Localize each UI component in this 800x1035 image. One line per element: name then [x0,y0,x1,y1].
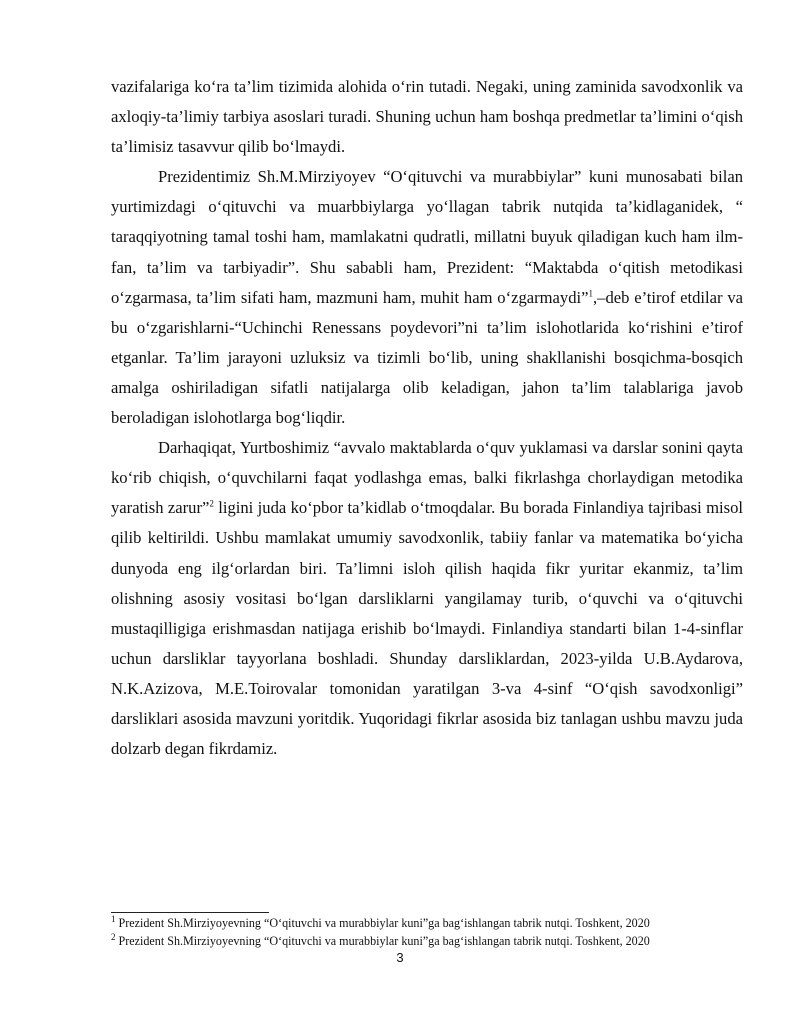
footnote-reference-1: 1 [588,288,593,299]
footnote-reference-2: 2 [209,498,214,509]
footnote-mark: 2 [111,931,116,942]
paragraph-text: ,–deb e’tirof etdilar va bu o‘zgarishlarni-“Uchinchi Renessans poydevori”ni ta’lim islohotlarida ko‘rishini e’tirof etganlar. Ta’lim jarayoni uzluksiz va tizimli bo‘lib, uning shakllanishi bosqichma-bosqich amalga oshiriladigan sifatli natijalarga olib keladigan, jahon ta’lim talablariga javob beroladigan islohotlarga bog‘liqdir. [111,287,743,428]
paragraph-finland-experience [111,433,743,764]
paragraph-president-speech [111,162,743,433]
footnote-1 [111,915,771,933]
footnote-mark: 1 [111,913,116,924]
paragraph-text: ligini juda ko‘pbor ta’kidlab o‘tmoqdalar. Bu borada Finlandiya tajribasi misol qilib keltirildi. Ushbu mamlakat umumiy savodxonlik, tabiiy fanlar va matematika bo‘yicha dunyoda eng ilg‘orlardan biri. Ta’limni isloh qilish haqida fikr yuritar ekanmiz, ta’lim olishning asosiy vositasi bo‘lgan darsliklarni yangilamay turib, o‘quvchi va o‘qituvchi mustaqilligiga erishmasdan natijaga erishib bo‘lmaydi. Finlandiya standarti bilan 1-4-sinflar uchun darsliklar tayyorlana boshladi. Shunday darsliklardan, 2023-yilda U.B.Aydarova, N.K.Azizova, M.E.Toirovalar tomonidan yaratilgan 3-va 4-sinf “O‘qish savodxonligi” darsliklari asosida mavzuni yoritdik. Yuqoridagi fikrlar asosida biz tanlagan ushbu mavzu juda dolzarb degan fikrdamiz. [111,498,743,759]
page-number: 3 [396,950,404,965]
footnote-text: Prezident Sh.Mirziyoyevning “O‘qituvchi va murabbiylar kuni”ga bag‘ishlangan tabrik nutqi. Toshkent, 2020 [115,916,650,930]
paragraph-continuation [111,72,743,162]
footnotes [111,915,771,950]
paragraph-text: Prezidentimiz Sh.M.Mirziyoyev “O‘qituvchi va murabbiylar” kuni munosabati bilan yurtimizdagi o‘qituvchi va muarbbiylarga yo‘llagan tabrik nutqida ta’kidlaganidek, “ taraqqiyotning tamal toshi ham, mamlakatni qudratli, millatni buyuk qiladigan kuch ham ilm-fan, ta’lim va tarbiyadir”. Shu sababli ham, Prezident: “Maktabda o‘qitish metodikasi o‘zgarmasa, ta’lim sifati ham, mazmuni ham, muhit ham o‘zgarmaydi” [111,167,743,307]
footnote-2 [111,933,771,951]
footnote-text: Prezident Sh.Mirziyoyevning “O‘qituvchi va murabbiylar kuni”ga bag‘ishlangan tabrik nutqi. Toshkent, 2020 [115,933,650,948]
paragraph-text: Darhaqiqat, Yurtboshimiz “avvalo maktablarda o‘quv yuklamasi va darslar sonini qayta ko‘rib chiqish, o‘quvchilarni faqat yodlashga emas, balki fikrlashga chorlaydigan metodika yaratish zarur” [111,438,743,518]
footnote-separator [111,912,269,913]
paragraph-text: vazifalariga ko‘ra ta’lim tizimida alohida o‘rin tutadi. Negaki, uning zaminida savodxonlik va axloqiy-ta’limiy tarbiya asoslari turadi. Shuning uchun ham boshqa predmetlar ta’limini o‘qish ta’limisiz tasavvur qilib bo‘lmaydi. [111,77,743,157]
body-text [111,72,743,764]
